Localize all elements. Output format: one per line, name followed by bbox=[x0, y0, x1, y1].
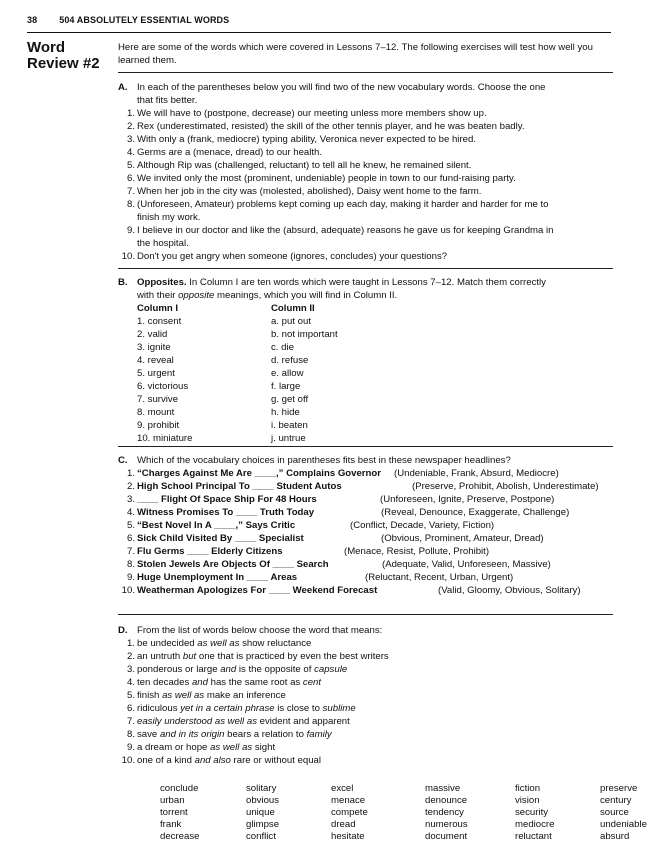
word-choice: numerous bbox=[425, 819, 468, 830]
word-choice: menace bbox=[331, 795, 366, 806]
emphasis: family bbox=[306, 729, 332, 740]
exercise-item bbox=[118, 172, 613, 185]
headline-item bbox=[118, 506, 613, 519]
definition-item bbox=[118, 676, 613, 689]
exercise-item bbox=[118, 211, 613, 224]
item-text: Don't you get angry when someone (ignores, concludes) your questions? bbox=[137, 251, 448, 262]
word-choice: denounce bbox=[425, 795, 468, 806]
divider-d bbox=[118, 614, 613, 615]
word-choice: massive bbox=[425, 783, 461, 794]
headline-text: “Best Novel In A ____,” Says Critic bbox=[137, 520, 296, 531]
word-choice: urban bbox=[160, 795, 185, 806]
column-ii-meaning: h. hide bbox=[271, 407, 300, 418]
item-number: 10. bbox=[121, 755, 135, 766]
headline-text: High School Principal To ____ Student Autos bbox=[137, 481, 342, 492]
headline-item bbox=[118, 480, 613, 493]
exercise-item bbox=[118, 133, 613, 146]
headline-text: Flu Germs ____ Elderly Citizens bbox=[137, 546, 283, 557]
headline-item bbox=[118, 519, 613, 532]
column-i-word: 10. miniature bbox=[137, 433, 193, 444]
definition-item bbox=[118, 702, 613, 715]
column-i-word: 7. survive bbox=[137, 394, 179, 405]
section-d bbox=[118, 624, 613, 767]
section-label: B. bbox=[118, 277, 128, 288]
exercise-item bbox=[118, 237, 613, 250]
emphasis: but bbox=[182, 651, 197, 662]
headline-text: Huge Unemployment In ____ Areas bbox=[137, 572, 298, 583]
column-ii-meaning: b. not important bbox=[271, 329, 338, 340]
word-choice: decrease bbox=[160, 831, 200, 842]
word-choice: glimpse bbox=[246, 819, 280, 830]
headline-item bbox=[118, 545, 613, 558]
match-row bbox=[118, 380, 613, 393]
column-ii-meaning: e. allow bbox=[271, 368, 304, 379]
word-choice: torrent bbox=[160, 807, 188, 818]
instruction-text: Which of the vocabulary choices in parentheses fits best in these newspaper headlines? bbox=[137, 455, 511, 466]
headline-choices: (Menace, Resist, Pollute, Prohibit) bbox=[344, 546, 490, 557]
emphasis: and bbox=[220, 664, 237, 675]
item-text: ponderous or large and is the opposite of capsule bbox=[137, 664, 348, 675]
emphasis: easily understood as well as bbox=[137, 716, 257, 727]
exercise-item bbox=[118, 224, 613, 237]
item-text: finish my work. bbox=[137, 212, 201, 223]
item-text: I believe in our doctor and like the (absurd, adequate) reasons he gave us for keeping Grandma in bbox=[137, 225, 554, 236]
item-number: 5. bbox=[126, 520, 135, 531]
section-label: A. bbox=[118, 82, 128, 93]
headline-text: ____ Flight Of Space Ship For 48 Hours bbox=[137, 494, 317, 505]
exercise-item bbox=[118, 250, 613, 263]
page-header bbox=[27, 15, 251, 25]
headline-item bbox=[118, 558, 613, 571]
word-choice: obvious bbox=[246, 795, 280, 806]
column-ii-meaning: c. die bbox=[271, 342, 294, 353]
section-b-instruction-cont bbox=[118, 289, 613, 302]
item-text: a dream or hope as well as sight bbox=[137, 742, 276, 753]
word-choice: preserve bbox=[600, 783, 638, 794]
item-text: be undecided as well as show reluctance bbox=[137, 638, 312, 649]
definition-item bbox=[118, 741, 613, 754]
word-choice: solitary bbox=[246, 783, 277, 794]
section-a bbox=[118, 81, 613, 263]
item-number: 5. bbox=[126, 160, 135, 171]
column-ii-meaning: f. large bbox=[271, 381, 301, 392]
section-label: D. bbox=[118, 625, 128, 636]
item-text: ten decades and has the same root as cent bbox=[137, 677, 322, 688]
column-ii-meaning: a. put out bbox=[271, 316, 312, 327]
definition-item bbox=[118, 650, 613, 663]
headline-text: Witness Promises To ____ Truth Today bbox=[137, 507, 315, 518]
word-choice: vision bbox=[515, 795, 540, 806]
item-number: 8. bbox=[126, 199, 135, 210]
item-number: 7. bbox=[126, 186, 135, 197]
match-row bbox=[118, 354, 613, 367]
headline-choices: (Conflict, Decade, Variety, Fiction) bbox=[350, 520, 495, 531]
item-text: ridiculous yet in a certain phrase is close to sublime bbox=[137, 703, 356, 714]
emphasis: opposite bbox=[178, 290, 215, 301]
definition-item bbox=[118, 728, 613, 741]
headline-choices: (Obvious, Prominent, Amateur, Dread) bbox=[381, 533, 544, 544]
emphasis: cent bbox=[302, 677, 322, 688]
section-title: Opposites. bbox=[137, 277, 187, 288]
item-number: 1. bbox=[126, 108, 135, 119]
word-choice: excel bbox=[331, 783, 354, 794]
match-row bbox=[118, 367, 613, 380]
column-i-word: 2. valid bbox=[137, 329, 168, 340]
match-row bbox=[118, 406, 613, 419]
headline-choices: (Reluctant, Recent, Urban, Urgent) bbox=[365, 572, 514, 583]
item-number: 4. bbox=[126, 677, 135, 688]
definition-item bbox=[118, 689, 613, 702]
item-number: 2. bbox=[126, 651, 135, 662]
header-rule bbox=[27, 32, 611, 33]
headline-item bbox=[118, 532, 613, 545]
headline-item bbox=[118, 493, 613, 506]
word-choice: century bbox=[600, 795, 632, 806]
word-choice: reluctant bbox=[515, 831, 552, 842]
word-choice: compete bbox=[331, 807, 368, 818]
instruction-text: that fits better. bbox=[137, 95, 198, 106]
column-ii-meaning: d. refuse bbox=[271, 355, 309, 366]
item-text: easily understood as well as evident and apparent bbox=[137, 716, 350, 727]
instruction-text: Opposites. In Column I are ten words which were taught in Lessons 7–12. Match them correctly bbox=[137, 277, 546, 288]
exercise-item bbox=[118, 198, 613, 211]
section-b bbox=[118, 276, 613, 445]
item-number: 5. bbox=[126, 690, 135, 701]
item-number: 2. bbox=[126, 481, 135, 492]
definition-item bbox=[118, 637, 613, 650]
match-row bbox=[118, 419, 613, 432]
headline-item bbox=[118, 571, 613, 584]
column-ii-meaning: j. untrue bbox=[271, 433, 306, 444]
section-d-instruction bbox=[118, 624, 613, 637]
headline-choices: (Unforeseen, Ignite, Preserve, Postpone) bbox=[380, 494, 555, 505]
headline-text: “Charges Against Me Are ____,” Complains Governor bbox=[137, 468, 381, 479]
emphasis: capsule bbox=[314, 664, 348, 675]
column-i-word: 5. urgent bbox=[137, 368, 175, 379]
headline-choices: (Preserve, Prohibit, Abolish, Underestimate) bbox=[412, 481, 599, 492]
word-choice: conclude bbox=[160, 783, 199, 794]
divider-c bbox=[118, 446, 613, 447]
column-i-word: 6. victorious bbox=[137, 381, 189, 392]
item-number: 7. bbox=[126, 546, 135, 557]
item-number: 4. bbox=[126, 147, 135, 158]
item-number: 10. bbox=[121, 251, 135, 262]
instruction-text: In each of the parentheses below you will find two of the new vocabulary words. Choose the one bbox=[137, 82, 546, 93]
emphasis: as well as bbox=[162, 690, 205, 701]
word-choice: conflict bbox=[246, 831, 276, 842]
item-number: 3. bbox=[126, 494, 135, 505]
column-i-word: 3. ignite bbox=[137, 342, 171, 353]
item-number: 1. bbox=[126, 638, 135, 649]
word-choice: tendency bbox=[425, 807, 464, 818]
item-number: 6. bbox=[126, 703, 135, 714]
item-number: 4. bbox=[126, 507, 135, 518]
word-choice: hesitate bbox=[331, 831, 365, 842]
match-row bbox=[118, 393, 613, 406]
item-text: (Unforeseen, Amateur) problems kept coming up each day, making it harder and harder for me to bbox=[137, 199, 549, 210]
item-number: 1. bbox=[126, 468, 135, 479]
column-i-word: 9. prohibit bbox=[137, 420, 180, 431]
item-text: save and in its origin bears a relation to family bbox=[137, 729, 332, 740]
exercise-item bbox=[118, 159, 613, 172]
headline-text: Stolen Jewels Are Objects Of ____ Search bbox=[137, 559, 329, 570]
item-text: With only a (frank, mediocre) typing ability, Veronica never expected to be hired. bbox=[137, 134, 476, 145]
item-text: an untruth but one that is practiced by even the best writers bbox=[137, 651, 389, 662]
emphasis: and in its origin bbox=[159, 729, 225, 740]
headline-choices: (Adequate, Valid, Unforeseen, Massive) bbox=[382, 559, 551, 570]
column-i-word: 8. mount bbox=[137, 407, 175, 418]
review-title: Word Review #2 bbox=[27, 39, 100, 72]
emphasis: sublime bbox=[322, 703, 356, 714]
section-label: C. bbox=[118, 455, 128, 466]
column-ii-meaning: i. beaten bbox=[271, 420, 308, 431]
item-number: 6. bbox=[126, 533, 135, 544]
column-ii-meaning: g. get off bbox=[271, 394, 309, 405]
column-i-word: 1. consent bbox=[137, 316, 182, 327]
definition-item bbox=[118, 715, 613, 728]
section-c bbox=[118, 454, 613, 597]
section-a-instruction-cont bbox=[118, 94, 613, 107]
item-text: the hospital. bbox=[137, 238, 189, 249]
word-choice: unique bbox=[246, 807, 275, 818]
word-choice: source bbox=[600, 807, 629, 818]
word-choice: absurd bbox=[600, 831, 630, 842]
instruction-text: with their opposite meanings, which you will find in Column II. bbox=[137, 290, 398, 301]
match-row bbox=[118, 432, 613, 445]
word-choice: undeniable bbox=[600, 819, 647, 830]
emphasis: yet in a certain phrase bbox=[180, 703, 275, 714]
review-intro: Here are some of the words which were covered in Lessons 7–12. The following exercises will test how well you learned them. bbox=[118, 42, 593, 66]
headline-item bbox=[118, 584, 613, 597]
emphasis: as well as bbox=[197, 638, 240, 649]
word-choice: mediocre bbox=[515, 819, 555, 830]
headline-item bbox=[118, 467, 613, 480]
exercise-item bbox=[118, 107, 613, 120]
match-row bbox=[118, 328, 613, 341]
headline-choices: (Valid, Gloomy, Obvious, Solitary) bbox=[438, 585, 581, 596]
word-choice: dread bbox=[331, 819, 356, 830]
headline-text: Sick Child Visited By ____ Specialist bbox=[137, 533, 304, 544]
item-text: one of a kind and also rare or without equal bbox=[137, 755, 322, 766]
item-number: 3. bbox=[126, 664, 135, 675]
definition-item bbox=[118, 754, 613, 767]
section-b-instruction bbox=[118, 276, 613, 289]
item-text: Rex (underestimated, resisted) the skill of the other tennis player, and he was beaten badly. bbox=[137, 121, 525, 132]
item-text: We invited only the most (prominent, undeniable) people in town to our fund-raising party. bbox=[137, 173, 516, 184]
section-c-instruction bbox=[118, 454, 613, 467]
divider-a bbox=[118, 72, 613, 73]
divider-b bbox=[118, 268, 613, 269]
item-text: Although Rip was (challenged, reluctant) to tell all he knew, he remained silent. bbox=[137, 160, 472, 171]
exercise-item bbox=[118, 185, 613, 198]
item-number: 2. bbox=[126, 121, 135, 132]
word-choice: fiction bbox=[515, 783, 541, 794]
item-number: 9. bbox=[126, 225, 135, 236]
column-ii-header: Column II bbox=[271, 303, 315, 314]
item-text: Germs are a (menace, dread) to our health. bbox=[137, 147, 323, 158]
item-number: 7. bbox=[126, 716, 135, 727]
section-a-instruction bbox=[118, 81, 613, 94]
item-number: 9. bbox=[126, 742, 135, 753]
item-number: 9. bbox=[126, 572, 135, 583]
word-choice: security bbox=[515, 807, 549, 818]
item-text: When her job in the city was (molested, abolished), Daisy went home to the farm. bbox=[137, 186, 482, 197]
emphasis: and bbox=[191, 677, 208, 688]
item-number: 8. bbox=[126, 559, 135, 570]
item-text: finish as well as make an inference bbox=[137, 690, 286, 701]
book-title: 504 ABSOLUTELY ESSENTIAL WORDS bbox=[59, 15, 230, 25]
word-choice: document bbox=[425, 831, 468, 842]
column-headers bbox=[118, 302, 613, 315]
emphasis: as well as bbox=[210, 742, 253, 753]
match-row bbox=[118, 341, 613, 354]
item-number: 3. bbox=[126, 134, 135, 145]
item-number: 6. bbox=[126, 173, 135, 184]
exercise-item bbox=[118, 120, 613, 133]
item-number: 10. bbox=[121, 585, 135, 596]
column-i-word: 4. reveal bbox=[137, 355, 174, 366]
word-choice: frank bbox=[160, 819, 182, 830]
item-text: We will have to (postpone, decrease) our meeting unless more members show up. bbox=[137, 108, 487, 119]
match-row bbox=[118, 315, 613, 328]
instruction-text: From the list of words below choose the word that means: bbox=[137, 625, 383, 636]
item-number: 8. bbox=[126, 729, 135, 740]
headline-choices: (Reveal, Denounce, Exaggerate, Challenge) bbox=[381, 507, 570, 518]
headline-text: Weatherman Apologizes For ____ Weekend Forecast bbox=[137, 585, 378, 596]
column-i-header: Column I bbox=[137, 303, 179, 314]
headline-choices: (Undeniable, Frank, Absurd, Mediocre) bbox=[394, 468, 559, 479]
emphasis: and also bbox=[194, 755, 231, 766]
definition-item bbox=[118, 663, 613, 676]
exercise-item bbox=[118, 146, 613, 159]
page-number: 38 bbox=[27, 15, 38, 25]
